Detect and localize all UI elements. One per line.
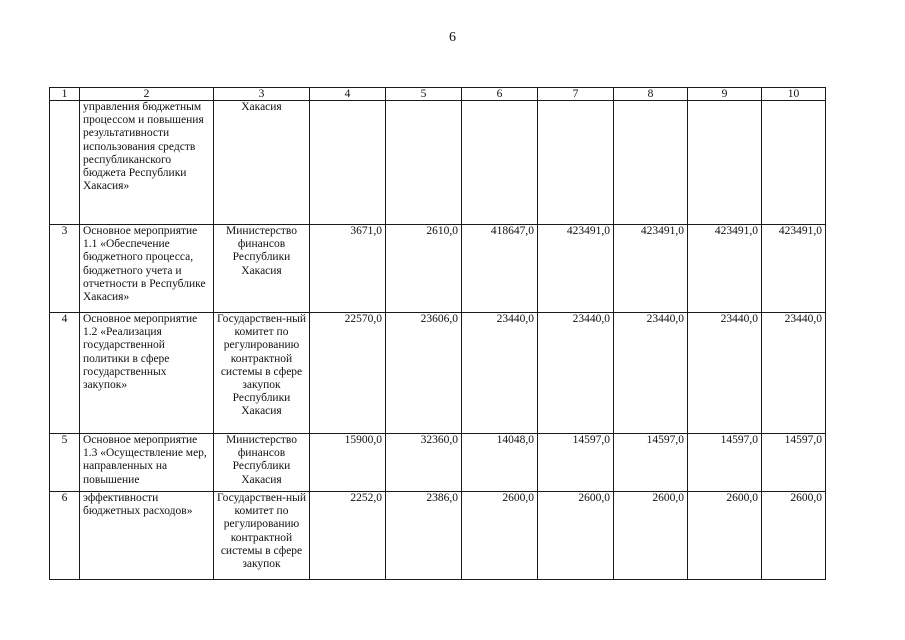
value-cell: [688, 101, 762, 225]
organization-cell: Хакасия: [214, 101, 310, 225]
value-cell: [762, 101, 826, 225]
value-cell: 23440,0: [538, 313, 614, 434]
value-cell: 2252,0: [310, 492, 386, 580]
value-cell: 23440,0: [614, 313, 688, 434]
value-cell: [462, 101, 538, 225]
value-cell: 2600,0: [762, 492, 826, 580]
value-cell: 2600,0: [538, 492, 614, 580]
column-header: 2: [80, 88, 214, 101]
value-cell: 32360,0: [386, 434, 462, 492]
value-cell: 23606,0: [386, 313, 462, 434]
column-header: 1: [50, 88, 80, 101]
column-header: 7: [538, 88, 614, 101]
value-cell: 2600,0: [462, 492, 538, 580]
column-header: 10: [762, 88, 826, 101]
organization-cell: Министерство финансов Республики Хакасия: [214, 225, 310, 313]
value-cell: 23440,0: [462, 313, 538, 434]
organization-cell: Государствен-ный комитет по регулированию контрактной системы в сфере закупок: [214, 492, 310, 580]
description-cell: Основное мероприятие 1.3 «Осуществление мер, направленных на повышение: [80, 434, 214, 492]
value-cell: 2610,0: [386, 225, 462, 313]
organization-cell: Государствен-ный комитет по регулированию контрактной системы в сфере закупок Республики Хакасия: [214, 313, 310, 434]
value-cell: 2600,0: [614, 492, 688, 580]
value-cell: 22570,0: [310, 313, 386, 434]
value-cell: 423491,0: [538, 225, 614, 313]
value-cell: [538, 101, 614, 225]
value-cell: 423491,0: [762, 225, 826, 313]
column-header: 6: [462, 88, 538, 101]
value-cell: 423491,0: [614, 225, 688, 313]
budget-table: [49, 87, 826, 580]
value-cell: [614, 101, 688, 225]
value-cell: 423491,0: [688, 225, 762, 313]
description-cell: управления бюджетным процессом и повышения результативности использования средств республиканского бюджета Республики Хакасия»: [80, 101, 214, 225]
value-cell: 418647,0: [462, 225, 538, 313]
table-row: [50, 313, 826, 434]
row-number-cell: 5: [50, 434, 80, 492]
column-header: 5: [386, 88, 462, 101]
description-cell: Основное мероприятие 1.2 «Реализация государственной политики в сфере государственных закупок»: [80, 313, 214, 434]
table-row: [50, 225, 826, 313]
value-cell: 14048,0: [462, 434, 538, 492]
value-cell: 23440,0: [688, 313, 762, 434]
column-header: 9: [688, 88, 762, 101]
column-header: 8: [614, 88, 688, 101]
table-row: [50, 434, 826, 492]
description-cell: Основное мероприятие 1.1 «Обеспечение бюджетного процесса, бюджетного учета и отчетности в Республике Хакасия»: [80, 225, 214, 313]
row-number-cell: 3: [50, 225, 80, 313]
row-number-cell: 6: [50, 492, 80, 580]
value-cell: 14597,0: [538, 434, 614, 492]
column-header: 4: [310, 88, 386, 101]
row-number-cell: 4: [50, 313, 80, 434]
table-header-row: [50, 88, 826, 101]
value-cell: [386, 101, 462, 225]
value-cell: 3671,0: [310, 225, 386, 313]
description-cell: эффективности бюджетных расходов»: [80, 492, 214, 580]
value-cell: 2600,0: [688, 492, 762, 580]
value-cell: 2386,0: [386, 492, 462, 580]
value-cell: [310, 101, 386, 225]
organization-cell: Министерство финансов Республики Хакасия: [214, 434, 310, 492]
value-cell: 15900,0: [310, 434, 386, 492]
value-cell: 23440,0: [762, 313, 826, 434]
value-cell: 14597,0: [614, 434, 688, 492]
page-number: 6: [449, 30, 456, 45]
value-cell: 14597,0: [762, 434, 826, 492]
table-row: [50, 492, 826, 580]
table-row: [50, 101, 826, 225]
value-cell: 14597,0: [688, 434, 762, 492]
column-header: 3: [214, 88, 310, 101]
row-number-cell: [50, 101, 80, 225]
